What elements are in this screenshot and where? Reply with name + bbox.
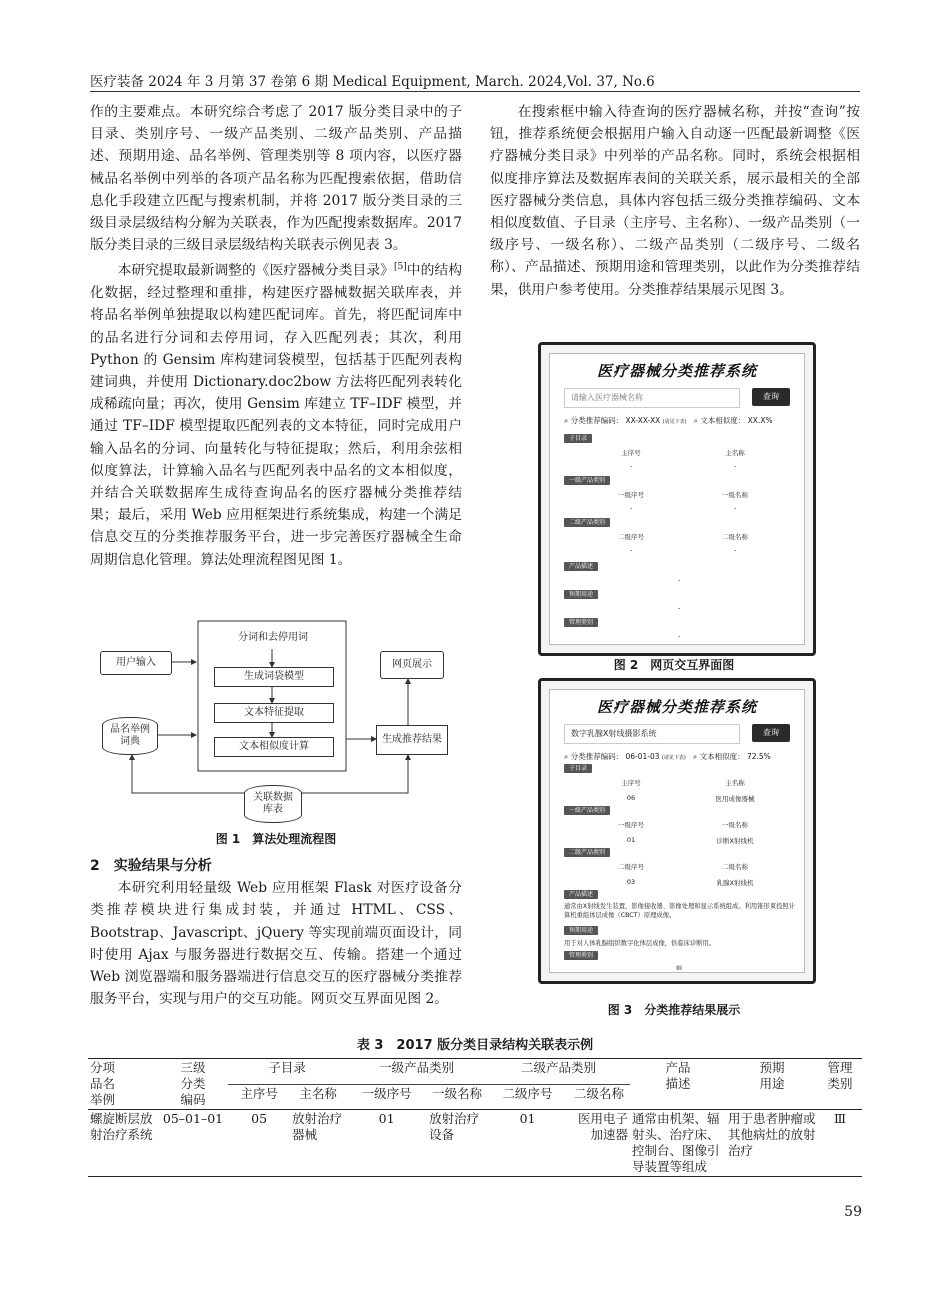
td-main-no: 05 [251, 1111, 268, 1126]
table-header-row-1 [88, 1059, 862, 1085]
section-2-heading: 2 实验结果与分析 [90, 858, 212, 874]
figure-3-caption: 图 3 分类推荐结果展示 [607, 1003, 741, 1017]
fig3-tag-description: 产品描述 [564, 890, 598, 899]
reference-5: [5] [393, 262, 407, 273]
fig2-col-l1-no: 一级序号 [618, 491, 644, 499]
th-l1-no: 一级序号 [361, 1085, 412, 1101]
th-desc-l2: 描述 [665, 1076, 691, 1091]
td-description: 通常由机架、辐射头、治疗床、控制台、图像引导装置等组成 [632, 1111, 720, 1174]
fig3-col-main-name: 主名称 [725, 779, 745, 787]
fig3-val-main-no: 06 [626, 794, 636, 802]
right-paragraph-1: 在搜索框中输入待查询的医疗器械名称，并按“查询”按钮，推荐系统便会根据用户输入自动逐一匹配最新调整《医疗器械分类目录》中列举的产品名称。同时，系统会根据相似度排序算法及数据库表间的关联关系，展示最相关的全部医疗器械分类信息，具体内容包括三级分类推荐编码、文本相似度数值、子目录（主序号、主名称）、一级产品类别（一级序号、一级名称）、二级产品类别（二级序号、二级名称）、产品描述、预期用途和管理类别，以此作为分类推荐结果，供用户参考使用。分类推荐结果展示见图 3。 [490, 104, 860, 298]
fig3-tag-use: 预期用途 [564, 926, 598, 935]
figure-3-ui-panel [549, 689, 805, 973]
fig3-search-button[interactable]: 查询 [752, 724, 790, 742]
flowchart-result: 生成推荐结果 [376, 725, 448, 755]
table-3 [88, 1058, 862, 1177]
fig3-code-label: 分类推荐编码： [570, 752, 624, 761]
fig3-val-l2-name: 乳腺X射线机 [716, 879, 754, 887]
fig3-val-main-name: 医用成像器械 [715, 795, 755, 803]
flowchart-web-display: 网页展示 [380, 651, 444, 679]
th-class-l2: 类别 [827, 1076, 853, 1091]
fig3-tag-level2: 二级产品类别 [564, 848, 610, 857]
th-use-l2: 用途 [759, 1076, 785, 1091]
th-code-l1: 三级 [180, 1060, 206, 1075]
figure-2-ui-panel [549, 353, 805, 645]
fig2-code-label: 分类推荐编码： [570, 416, 624, 425]
right-column [490, 101, 860, 301]
td-code: 05–01–01 [162, 1111, 224, 1126]
th-level1: 一级产品类别 [346, 1059, 487, 1085]
fig2-col-main-no: 主序号 [621, 449, 641, 457]
fig3-code-value: 06-01-03 [625, 752, 660, 761]
fig2-tag-subdirectory: 子目录 [564, 434, 592, 443]
header-rule [90, 91, 860, 92]
fig3-title: 医疗器械分类推荐系统 [596, 698, 757, 716]
th-main-no: 主序号 [240, 1085, 278, 1101]
left-paragraph-2a: 本研究提取最新调整的《医疗器械分类目录》 [117, 263, 394, 280]
td-l2-name: 医用电子加速器 [577, 1111, 628, 1142]
flowchart-database-line1: 关联数据 [253, 792, 293, 803]
fig2-tag-use: 预期用途 [564, 590, 598, 599]
fig3-sim-icon: ⌕ [692, 752, 698, 761]
running-header: 医疗装备 2024 年 3 月第 37 卷第 6 期 Medical Equipment, March. 2024,Vol. 37, No.6 [90, 74, 655, 90]
flowchart-bag-of-words: 生成词袋模型 [214, 667, 334, 687]
left-paragraph-1: 作的主要难点。本研究综合考虑了 2017 版分类目录中的子目录、类别序号、一级产品类别、二级产品类别、产品描述、预期用途、品名举例、管理类别等 8 项内容，以医疗器械品名举例中列举的各项产品名称为匹配搜索依据，借助信息化手段建立匹配与搜索机制，并将 2017 版分类目录的三级目录层级结构分解为关联表，作为匹配搜索数据库。2017 版分类目录的三级目录层级结构关联表示例见表 3。 [90, 104, 462, 254]
fig3-info-line [564, 751, 771, 762]
fig3-col-l2-no: 二级序号 [618, 863, 644, 871]
left-column-bottom [90, 855, 462, 1010]
fig2-val-description: - [677, 576, 681, 584]
fig2-search-input[interactable]: 请输入医疗器械名称 [564, 388, 740, 408]
fig2-sim-icon: ⌕ [693, 416, 698, 425]
fig3-col-main-no: 主序号 [621, 779, 641, 787]
th-level2: 二级产品类别 [487, 1059, 630, 1085]
th-desc-l1: 产品 [665, 1060, 691, 1075]
td-name: 螺旋断层放射治疗系统 [90, 1111, 153, 1142]
fig3-tag-subdirectory: 子目录 [564, 764, 592, 773]
fig3-sim-label: 文本相似度： [699, 752, 745, 761]
td-l1-no: 01 [378, 1111, 395, 1126]
th-class [818, 1059, 862, 1110]
th-code-l3: 编码 [180, 1092, 206, 1107]
fig3-val-l1-name: 诊断X射线机 [716, 837, 754, 845]
th-code-l2: 分类 [180, 1076, 206, 1091]
fig2-sim-value: XX.X% [747, 416, 773, 425]
th-name [88, 1059, 158, 1110]
fig2-tag-description: 产品描述 [564, 562, 598, 571]
fig3-val-use: 用于对人体乳腺组织数字化体层成像，供临床诊断用。 [564, 940, 716, 947]
fig3-val-class: III [676, 964, 682, 972]
fig3-search-icon: ⌕ [564, 752, 569, 761]
th-name-l1: 分项 [90, 1060, 116, 1075]
fig2-col-l2-name: 二级名称 [722, 533, 748, 541]
figure-2-caption: 图 2 网页交互界面图 [613, 658, 735, 672]
td-main-name: 放射治疗器械 [292, 1111, 343, 1142]
fig2-val-l1-no: - [629, 504, 633, 512]
th-l1-name: 一级名称 [432, 1085, 483, 1101]
flowchart-database [244, 785, 302, 823]
td-l1-name: 放射治疗设备 [429, 1111, 480, 1142]
fig2-val-l1-name: - [733, 504, 737, 512]
th-name-l3: 举例 [90, 1092, 116, 1107]
fig3-code-note: (请见下表) [661, 755, 686, 761]
fig2-sim-label: 文本相似度： [700, 416, 746, 425]
fig2-tag-class: 管理类别 [564, 618, 598, 627]
table-row [88, 1110, 862, 1177]
fig2-val-class: - [677, 632, 681, 640]
th-main-name: 主名称 [299, 1085, 337, 1101]
fig2-val-l2-no: - [629, 546, 633, 554]
left-paragraph-2b: 中的结构化数据，经过整理和重排，构建医疗器械数据关联库表，并将品名举例单独提取以构建匹配词库。首先，将匹配词库中的品名进行分词和去停用词，存入匹配列表；其次，利用 Python 的 Gensim 库构建词袋模型，包括基于匹配列表构建词典，并使用 Dictionary.doc2bow 方法将匹配列表转化成稀疏向量；再次，使用 Gensim 库建立 TF–IDF 模型，并通过 TF–IDF 模型提取匹配列表的文本特征，同时完成用户输入品名的分词、向量转化与特征提取；然后，利用余弦相似度算法，计算输入品名与匹配列表中品名的文本相似度，并结合关联数据库生成待查询品名的医疗器械分类推荐结果；最后，采用 Web 应用框架进行系统集成，构建一个满足信息交互的分类推荐服务平台，进一步完善医疗器械全生命周期信息化管理。算法处理流程图见图 1。 [90, 263, 463, 568]
fig2-col-l2-no: 二级序号 [618, 533, 644, 541]
td-l2-no: 01 [519, 1111, 536, 1126]
left-paragraph-3: 本研究利用轻量级 Web 应用框架 Flask 对医疗设备分类推荐模块进行集成封装，并通过 HTML、CSS、Bootstrap、Javascript、jQuery 等实现前端页面设计，同时使用 Ajax 与服务器进行数据交互、传输。搭建一个通过 Web 浏览器端和服务器端进行信息交互的医疗器械分类推荐服务平台，实现与用户的交互功能。网页交互界面见图 2。 [90, 880, 462, 1008]
figure-3-ui [538, 678, 816, 984]
fig2-info-line [564, 415, 773, 426]
fig3-val-description: 通常由X射线发生装置、影像接收器、影像处理和显示系统组成。利用锥形束投照计算机重组体层成像（CBCT）原理成像。 [564, 903, 796, 919]
fig2-tag-level1: 一级产品类别 [564, 476, 610, 485]
th-code [158, 1059, 228, 1110]
fig2-col-l1-name: 一级名称 [722, 491, 748, 499]
fig3-val-l2-no: 03 [626, 878, 636, 886]
flowchart-database-line2: 库表 [263, 804, 283, 815]
fig2-tag-level2: 二级产品类别 [564, 518, 610, 527]
fig2-col-main-name: 主名称 [725, 449, 745, 457]
figure-1 [90, 615, 462, 835]
fig3-col-l1-name: 一级名称 [722, 821, 748, 829]
fig3-tag-level1: 一级产品类别 [564, 806, 610, 815]
flowchart-dictionary-line2: 词典 [120, 736, 140, 747]
th-l2-name: 二级名称 [573, 1085, 624, 1101]
left-paragraph-2 [90, 256, 462, 570]
th-description [630, 1059, 726, 1110]
flowchart-user-input: 用户输入 [100, 651, 172, 675]
fig2-val-l2-name: - [733, 546, 737, 554]
fig2-val-use: - [677, 604, 681, 612]
flowchart-similarity: 文本相似度计算 [214, 737, 334, 757]
fig2-val-main-name: - [733, 462, 737, 470]
flowchart-tokenize: 分词和去停用词 [214, 629, 332, 647]
left-column [90, 101, 462, 571]
td-class: Ⅲ [833, 1111, 847, 1126]
flowchart-dictionary-line1: 品名举例 [110, 724, 150, 735]
fig3-col-l2-name: 二级名称 [722, 863, 748, 871]
th-class-l1: 管理 [827, 1060, 853, 1075]
th-subdirectory: 子目录 [228, 1059, 346, 1085]
flowchart-feature-extraction: 文本特征提取 [214, 703, 334, 723]
fig2-title: 医疗器械分类推荐系统 [596, 362, 757, 380]
th-name-l2: 品名 [90, 1076, 116, 1091]
fig2-code-note: (请见下表) [662, 419, 687, 425]
figure-1-caption: 图 1 算法处理流程图 [215, 832, 337, 846]
fig2-search-icon: ⌕ [564, 416, 569, 425]
fig2-code-value: XX-XX-XX [625, 416, 661, 425]
page-number: 59 [844, 1204, 862, 1220]
th-use [726, 1059, 818, 1110]
flowchart-dictionary [102, 717, 158, 755]
th-use-l1: 预期 [759, 1060, 785, 1075]
fig2-val-main-no: - [629, 462, 633, 470]
fig3-tag-class: 管理类别 [564, 951, 598, 960]
fig3-col-l1-no: 一级序号 [618, 821, 644, 829]
fig3-sim-value: 72.5% [746, 752, 771, 761]
table-3-caption: 表 3 2017 版分类目录结构关联表示例 [356, 1038, 594, 1053]
th-l2-no: 二级序号 [502, 1085, 553, 1101]
fig3-val-l1-no: 01 [626, 836, 636, 844]
td-use: 用于患者肿瘤或其他病灶的放射治疗 [728, 1111, 816, 1158]
fig3-search-input[interactable]: 数字乳腺X射线摄影系统 [564, 724, 740, 744]
figure-2-ui [538, 342, 816, 656]
fig2-search-button[interactable]: 查询 [752, 388, 790, 406]
